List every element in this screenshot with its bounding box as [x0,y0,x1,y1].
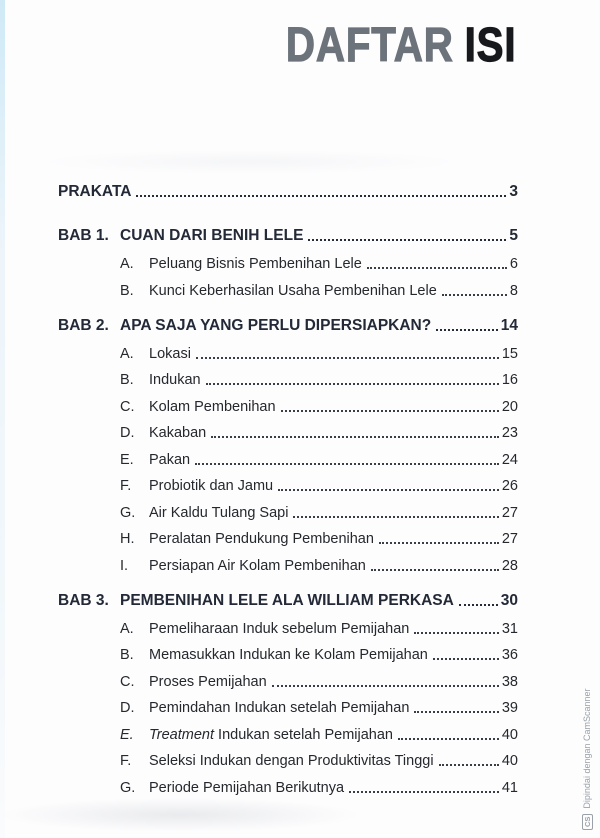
page-number: 8 [509,282,518,299]
item-letter: H. [120,531,135,547]
chapter-title: CUAN DARI BENIH LELE [120,227,304,244]
page-number: 24 [501,451,518,468]
dot-leader [293,516,498,518]
item-title: Air Kaldu Tulang Sapi [149,504,289,521]
item-letter: E. [120,451,134,468]
chapter-title: PEMBENIHAN LELE ALA WILLIAM PERKASA [120,591,454,609]
page-number: 15 [501,345,518,362]
item-letter: G. [120,779,136,796]
toc-item-row [58,424,518,443]
front-matter-title: PRAKATA [58,183,132,200]
page-number: 26 [501,478,518,494]
chapter-label: BAB 1. [58,227,109,244]
toc-item-row [58,557,518,576]
toc-item-row [58,255,518,274]
dot-leader [379,542,499,544]
dot-leader [367,267,507,269]
page-number: 16 [501,372,518,388]
dot-leader [136,195,506,197]
chapter-label: BAB 3. [58,591,109,609]
scan-edge-artifact [0,0,5,838]
item-title: Pakan [149,451,191,468]
item-title: Probiotik dan Jamu [149,478,274,494]
dot-leader [459,604,498,606]
toc-item-row [58,699,518,718]
item-letter: E. [120,726,134,743]
toc-item-row [58,282,518,301]
page-number: 27 [501,531,518,547]
dot-leader [211,436,499,438]
item-title: Indukan [149,372,201,388]
dot-leader [195,463,499,465]
toc-item-row [58,646,518,665]
dot-leader [414,632,499,634]
page-number: 41 [501,779,518,796]
dot-leader [206,383,499,385]
dot-leader [398,738,499,740]
item-title: Lokasi [149,345,191,362]
item-title-italic-part: Treatment [149,726,215,743]
page-number: 23 [501,425,518,441]
dot-leader [281,410,499,412]
item-letter: B. [120,372,134,388]
toc-chapter-row [58,590,518,612]
item-letter: G. [120,504,136,521]
item-title: Pemindahan Indukan setelah Pemijahan [149,700,410,716]
toc-chapter-row [58,225,518,247]
toc-item-row [58,620,518,639]
title-word-isi: ISI [464,19,516,72]
page-number: 38 [501,673,518,690]
page-title [242,20,516,72]
toc-chapter-row [58,315,518,337]
item-letter: A. [120,256,134,272]
item-title: Peralatan Pendukung Pembenihan [149,531,374,547]
page-number: 3 [509,183,518,200]
item-letter: D. [120,700,135,716]
toc-item-row [58,726,518,745]
page-number: 5 [509,227,518,244]
toc-item-row [58,451,518,470]
toc-item-row [58,504,518,523]
item-title-rest: Indukan setelah Pemijahan [218,726,393,743]
dot-leader [349,791,499,793]
scan-bleedthrough-artifact [40,150,460,174]
dot-leader [442,294,507,296]
item-title [149,726,393,745]
item-letter: B. [120,282,134,299]
camscanner-watermark-text: Dipindai dengan CamScanner [582,688,592,809]
toc-item-row [58,371,518,390]
page-number: 31 [501,620,518,637]
toc-item-row [58,530,518,549]
dot-leader [308,239,506,241]
page-number: 36 [501,647,518,663]
dot-leader [272,685,499,687]
dot-leader [196,357,499,359]
title-word-daftar: DAFTAR [285,19,454,72]
dot-leader [371,569,499,571]
camscanner-logo-icon: CS [582,814,593,830]
item-letter: B. [120,647,134,663]
dot-leader [439,764,499,766]
item-letter: C. [120,673,135,690]
item-title: Pemeliharaan Induk sebelum Pemijahan [149,620,410,637]
item-title: Kunci Keberhasilan Usaha Pembenihan Lele [149,282,437,299]
toc-item-row [58,752,518,771]
page-number: 14 [500,316,518,334]
page-number: 27 [501,504,518,521]
item-title: Peluang Bisnis Pembenihan Lele [149,256,362,272]
page-number: 40 [501,753,518,769]
chapter-title: APA SAJA YANG PERLU DIPERSIAPKAN? [120,316,432,334]
page-number: 39 [501,700,518,716]
item-title: Proses Pemijahan [149,673,267,690]
toc-item-row [58,673,518,692]
item-title: Persiapan Air Kolam Pembenihan [149,557,366,574]
page-number: 30 [500,591,518,609]
page-number: 20 [501,398,518,415]
item-letter: F. [120,478,132,494]
item-title: Memasukkan Indukan ke Kolam Pemijahan [149,647,428,663]
chapter-label: BAB 2. [58,316,109,334]
toc-item-row [58,477,518,496]
item-letter: A. [120,345,134,362]
item-title: Kolam Pembenihan [149,398,276,415]
item-letter: F. [120,753,132,769]
dot-leader [436,329,498,331]
toc-item-row [58,398,518,417]
table-of-contents [58,181,518,805]
toc-item-row [58,779,518,798]
item-letter: A. [120,620,134,637]
dot-leader [433,658,499,660]
dot-leader [278,489,499,491]
toc-front-matter-row [58,181,518,203]
page-title-text [285,20,516,72]
dot-leader [414,711,498,713]
camscanner-watermark [581,689,593,831]
toc-item-row [58,345,518,364]
page-number: 40 [501,726,518,743]
item-title: Seleksi Indukan dengan Produktivitas Tinggi [149,753,434,769]
item-letter: I. [120,557,129,574]
item-letter: C. [120,398,135,415]
item-title: Periode Pemijahan Berikutnya [149,779,345,796]
page-number: 28 [501,557,518,574]
item-title: Kakaban [149,425,207,441]
item-letter: D. [120,425,135,441]
page-number: 6 [509,256,518,272]
